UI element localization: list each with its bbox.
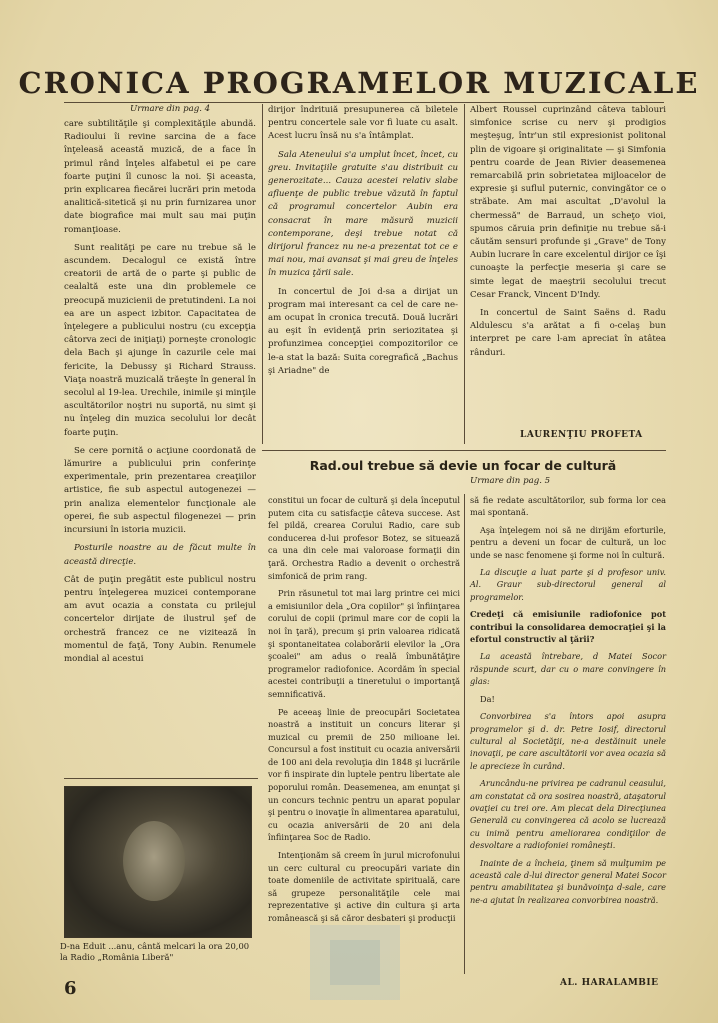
article-paragraph: La discuţie a luat parte şi d profesor univ. Al. Graur sub-directorul general al programelor. <box>470 567 666 602</box>
page-headline: CRONICA PROGRAMELOR MUZICALE <box>18 66 700 100</box>
page-number: 6 <box>64 978 77 999</box>
column-3 <box>470 104 666 365</box>
article-continued-label: Urmare din pag. 5 <box>470 476 551 486</box>
headline-rule <box>64 102 664 103</box>
library-stamp-watermark <box>300 905 410 1015</box>
article-paragraph: Prin răsunetul tot mai larg printre cei mici a emisiunilor dela „Ora copiilor" şi înfiinţarea corului de copii (primul mare cor de copii la noi în ţară), precum şi prin valoarea ridicată şi spontaneitatea colaborării elevilor la „Ora şcoalei" am adus o reală îmbunătăţire programelor radiofonice. Acordăm în special acestei contribuţii a tineretului o importanţă semnificativă. <box>268 588 460 699</box>
column-2 <box>268 104 458 383</box>
article-paragraph: Convorbirea s'a întors apoi asupra programelor şi d. dr. Petre Iosif, directorul cultural al Societăţii, ne-a destăinuit unele inovaţii, pe care ascultătorii vor avea ocazia să le aprecieze în curând. <box>470 711 666 771</box>
article-paragraph: Aruncându-ne privirea pe cadranul ceasului, am constatat că ora sosirea noastră, ataşatorul ovaţiei cu trei ore. Am plecat dela Direcţiunea Generală cu convingerea că acolo se lucrează cu inimă pentru ameliorarea condiţiilor de desvoltare a radiofoniei româneşti. <box>470 778 666 851</box>
col1-paragraph: Se cere pornită o acţiune coordonată de lămurire a publicului prin conferinţe experimentale, prin prezentarea creaţiilor artistice, fie sub aspectul autogenezei — prin analiza elementelor funcţionale ale operei, fie sub aspectul filogenezei — prin incursiuni în istoria muzicii. <box>64 445 256 536</box>
article-paragraph: Pe aceeaş linie de preocupări Societatea noastră a instituit un concurs literar şi muzical cu premii de 250 milioane lei. Concursul a fost instituit cu ocazia aniversării de 100 ani dela revoluţia din 1848 şi lucrările vor fi inspirate din luptele pentru libertate ale poporului român. Deasemenea, am enunţat şi un concurs technic pentru un aparat popular şi pentru o inovaţie în alimentarea aparatului, cu ocazia aniversării de 20 ani dela înfiinţarea Soc de Radio. <box>268 706 460 843</box>
column-1 <box>64 118 256 671</box>
col3-paragraph: In concertul de Saint Saëns d. Radu Aldulescu s'a arătat a fi o-celaş bun interpret pe care l-am apreciat în atâtea rânduri. <box>470 308 666 358</box>
section-rule <box>262 450 666 451</box>
column-divider <box>464 494 465 974</box>
article-column-b <box>470 494 666 911</box>
photo-caption: D-na Eduit ...anu, cântă melcari la ora 20,00 la Radio „România Liberă" <box>60 941 250 962</box>
col2-paragraph: In concertul de Joi d-sa a dirijat un program mai interesant ca cel de care ne-am ocupat în cronica trecută. Două lucrări au eşit în evidenţă prin seriozitatea şi profunzimea concepţiei compozitorilor ce le-a stat la bază: Suita coregrafică „Bachus şi Ariadne" de <box>268 286 458 376</box>
col1-paragraph: Posturile noastre au de făcut multe în această direcţie. <box>64 543 256 567</box>
article-paragraph: Aşa înţelegem noi să ne dirijăm eforturile, pentru a deveni un focar de cultură, un loc unde se nasc fenomene şi forme noi în cultură. <box>470 524 666 560</box>
article-paragraph: constitui un focar de cultură şi dela începutul putem cita cu satisfacţie câteva succese. Ast fel pildă, crearea Corului Radio, care sub conducerea d-lui profesor Botez, se situează ca una din cele mai valoroase formaţii din ţară. Orchestra Radio a devenit o orchestră simfonică de prim rang. <box>268 495 460 581</box>
article-question: Credeţi că emisiunile radiofonice pot contribui la consolidarea democraţiei şi la efortul constructiv al ţării? <box>470 609 666 645</box>
col3-paragraph: Albert Roussel cuprinzând câteva tablouri simfonice scrise cu nerv şi prodigios meşteşug, într'un stil expresionist politonal plin de vigoare şi originalitate — şi Simfonia pentru coarde de Jean Rivier deasemenea remarcabilă prin sobrietatea mijloacelor de expresie şi suflul puternic, convingător ce o străbate. Am mai ascultat „D'avolul la chermessă" de Barraud, un scheţo vioi, spumos căruia prin definiţie nu trebue să-i căutăm sensuri profunde şi „Grave" de Tony Aubin lucrare în care excelentul dirijor ce îşi cunoaşte la perfecţie meseria şi care se simte legat de maeştrii secolului trecut Cesar Franck, Vincent D'Indy. <box>470 105 666 300</box>
col1-paragraph: Cât de puţin pregătit este publicul nostru pentru înţelegerea muzicei contemporane am avut ocazia a constata cu prilejul concertelor dirijate de ilustrul şef de orchestră francez ce ne vizitează în momentul de faţă, Tony Aubin. Renumele mondial al acestui <box>64 574 256 664</box>
col2-paragraph: Sala Ateneului s'a umplut încet, încet, cu greu. Invitaţiile gratuite s'au distribuit cu generozitate... Cauza acestei relativ slabe afluenţe de public trebue văzută în faptul că programul concertelor Aubin era consacrat în mare măsură muzicii contemporane, deşi trebue notat că dirijorul francez nu ne-a prezentat tot ce e mai nou, mai avansat şi mai greu de înţeles în muzica ţării sale. <box>268 149 458 279</box>
article-title: Rad.oul trebue să devie un focar de cultură <box>309 458 617 473</box>
col1-paragraph: Sunt realităţi pe care nu trebue să le ascundem. Decalogul ce există între creatorii de artă de o parte şi public de cealaltă este una din problemele ce preocupă muzicienii de pretutindeni. La noi ea are un aspect izbitor. Capacitatea de înţelegere a publicului nostru (cu excepţia câtorva zeci de iniţiaţi) porneşte cronologic dela Bach şi ajunge în cazurile cele mai fericite, la Debussy şi Richard Strauss. Viaţa noastră muzicală trăeşte în general în secolul al 19-lea. Urechile, inimile şi minţile ascultătorilor noştri nu suportă, nu simt şi nu înţeleg din muzica secolului lor decât foarte puţin. <box>64 242 256 438</box>
article-column-a <box>268 494 460 930</box>
photo-portrait <box>123 821 185 901</box>
article-paragraph: La această întrebare, d Matei Socor răspunde scurt, dar cu o mare convingere în glas: <box>470 651 666 687</box>
col2-paragraph: dirijor îndrituiă presupunerea că biletele pentru concertele sale vor fi luate cu asalt. Acest lucru însă nu s'a întâmplat. <box>268 105 458 142</box>
singer-photo <box>64 786 252 938</box>
col1-paragraph: care subtilităţile şi complexităţile abundă. Radioului îi revine sarcina de a face înţeleasă această muzică, de a face în primul rând înţeles alfabetul ei pe care foarte puţini îl cunosc la noi. Şi aceasta, prin explicarea fiecărei lucrări prin metoda analitică-sitetică şi nu prin furnizarea unor date biografice mai mult sau mai puţin romanţioase. <box>64 119 256 235</box>
column-divider <box>262 104 263 444</box>
author-signature: LAURENŢIU PROFETA <box>520 430 643 440</box>
article-paragraph: Inainte de a încheia, ţinem să mulţumim pe această cale d-lui director general Matei Socor pentru amabilitatea şi bunăvoinţa d-sale, care ne-a ajutat în realizarea convorbirea noastră. <box>470 857 666 905</box>
column-divider <box>464 104 465 444</box>
continued-from-label: Urmare din pag. 4 <box>130 104 211 114</box>
article-paragraph: să fie redate ascultătorilor, sub forma lor cea mai spontană. <box>470 495 666 518</box>
photo-rule <box>64 778 258 779</box>
article-paragraph: Da! <box>480 693 495 704</box>
article-paragraph: Intenţionăm să creem în jurul microfonului un cerc cultural cu preocupări variate din toate domeniile de activitate spirituală, care să grupeze personalităţile cele mai reprezentative şi active din cultura şi arta românească şi să căror desbateri şi producţii <box>268 850 460 923</box>
article-signature: AL. HARALAMBIE <box>560 978 659 988</box>
